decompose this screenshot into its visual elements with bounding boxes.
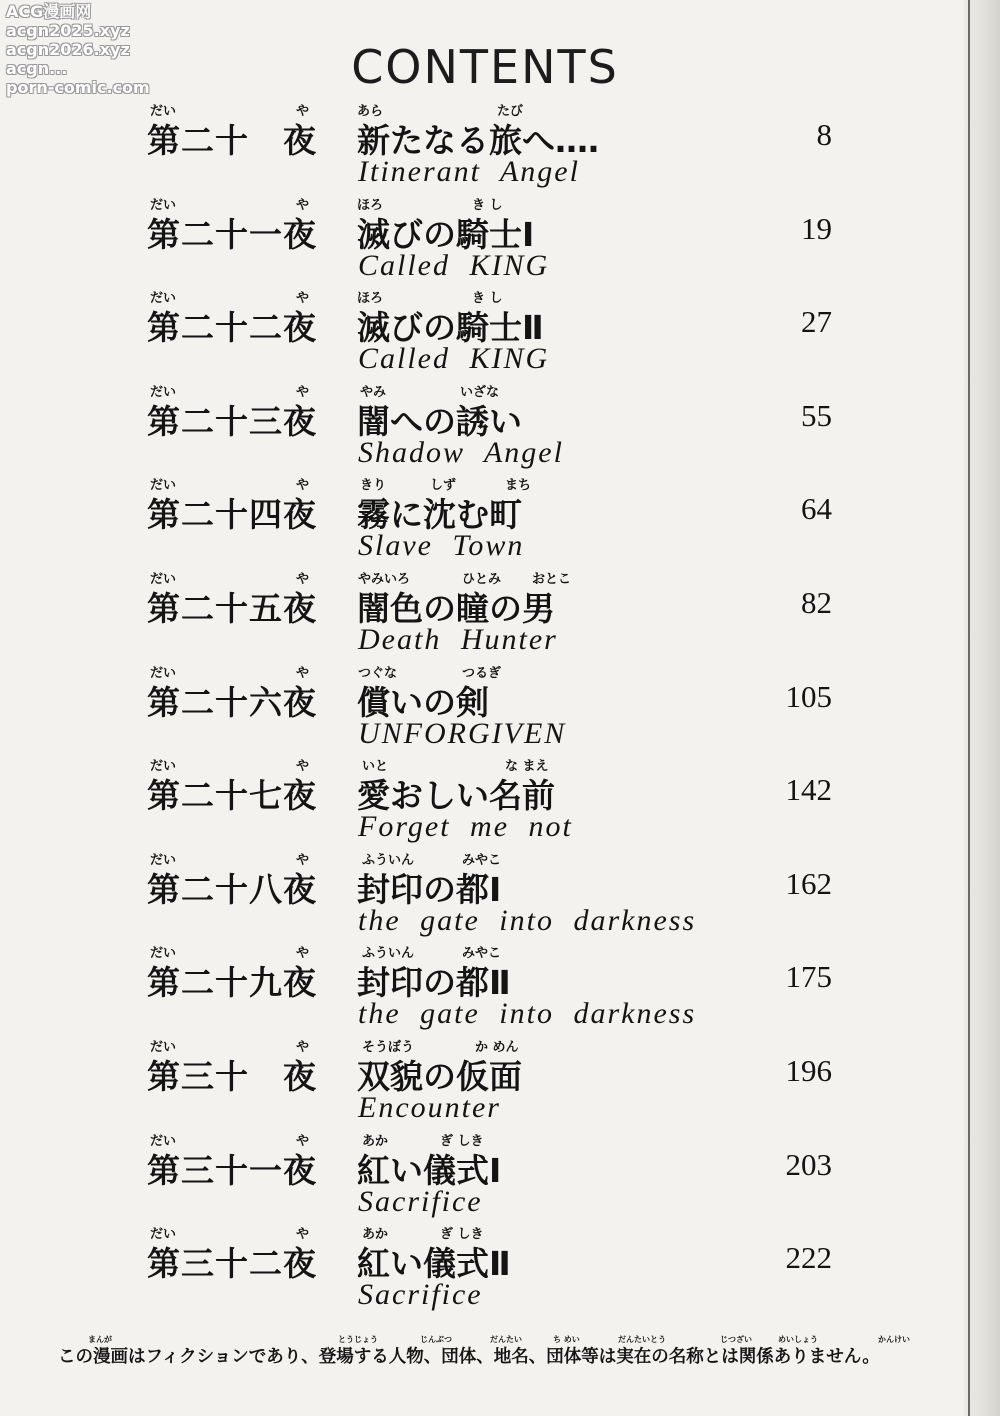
ruby-title: やみいろ	[358, 572, 411, 587]
toc-entry	[0, 194, 1000, 284]
ruby-title: たび	[497, 104, 524, 119]
chapter-title-jp: 双貌の仮面	[357, 1057, 522, 1096]
toc-entry	[0, 287, 1000, 377]
toc-entry	[0, 662, 1000, 752]
ruby-ya: や	[296, 852, 310, 868]
chapter-title-jp: 封印の都Ⅱ	[357, 963, 511, 1003]
ruby-title: か めん	[475, 1040, 519, 1055]
chapter-title-jp: 霧に沈む町	[357, 495, 522, 535]
chapter-title-jp: 償いの剣	[357, 682, 489, 722]
ruby-dai: だい	[150, 291, 177, 307]
chapter-title-en: Called KING	[358, 248, 550, 282]
ruby-dai: だい	[150, 1133, 177, 1149]
ruby-dai: だい	[150, 1040, 177, 1055]
toc-entry	[0, 1036, 1000, 1126]
page-number: 203	[785, 1146, 832, 1182]
chapter-title-en: UNFORGIVEN	[358, 716, 567, 750]
ruby-title: きり	[360, 478, 387, 494]
chapter-number: 第二十七夜	[147, 776, 317, 816]
disclaimer-text: この漫画はフィクションであり、登場する人物、団体、地名、団体等は実在の名称とは関係ありません。	[58, 1347, 880, 1367]
page-number: 162	[785, 865, 832, 901]
disclaimer-ruby: とうじょう	[338, 1335, 378, 1344]
ruby-title: ふういん	[362, 946, 415, 962]
chapter-title-jp: 新たなる旅へ‥‥	[357, 121, 600, 160]
ruby-title: あか	[362, 1133, 389, 1149]
ruby-title: そうぼう	[362, 1040, 415, 1055]
page-number: 8	[816, 117, 832, 152]
chapter-title-jp: 滅びの騎士Ⅰ	[357, 214, 535, 254]
disclaimer-ruby: ち めい	[553, 1335, 580, 1344]
ruby-dai: だい	[150, 197, 177, 213]
toc-entry	[0, 849, 1000, 939]
chapter-number: 第二十五夜	[147, 589, 317, 628]
page-number: 222	[785, 1240, 832, 1276]
ruby-dai: だい	[150, 946, 177, 962]
ruby-title: まち	[505, 478, 532, 494]
chapter-title-en: Called KING	[358, 342, 550, 376]
chapter-title-jp: 闇色の瞳の男	[357, 589, 555, 628]
chapter-number: 第二十八夜	[147, 869, 317, 909]
toc-entry	[0, 942, 1000, 1032]
chapter-title-en: Itinerant Angel	[358, 155, 580, 188]
chapter-number: 第三十一夜	[147, 1150, 317, 1190]
page-number: 64	[801, 491, 832, 527]
chapter-number: 第二十一夜	[147, 214, 317, 254]
page-number: 19	[801, 210, 832, 246]
watermark-line: acgn2026.xyz	[6, 40, 130, 59]
page-number: 175	[785, 959, 832, 995]
ruby-title: ほろ	[357, 197, 384, 213]
toc-entry	[0, 381, 1000, 471]
chapter-number: 第二十四夜	[147, 495, 317, 535]
toc-entry	[0, 474, 1000, 564]
chapter-title-en: Slave Town	[358, 529, 525, 563]
ruby-dai: だい	[150, 1227, 177, 1243]
ruby-dai: だい	[150, 665, 177, 681]
chapter-number: 第二十六夜	[147, 682, 317, 722]
ruby-title: ぎ しき	[440, 1227, 484, 1243]
ruby-title: き し	[472, 197, 503, 213]
page-number: 55	[801, 397, 832, 433]
watermark-line: porn-comic.com	[6, 78, 150, 97]
ruby-ya: や	[296, 197, 310, 213]
ruby-ya: や	[296, 384, 310, 400]
disclaimer-ruby: かんけい	[878, 1335, 910, 1344]
ruby-ya: や	[296, 946, 310, 962]
ruby-ya: や	[296, 759, 310, 775]
ruby-ya: や	[296, 291, 310, 307]
chapter-title-en: Shadow Angel	[358, 435, 564, 469]
chapter-number: 第二十二夜	[147, 308, 317, 348]
ruby-title: ふういん	[362, 852, 415, 868]
ruby-ya: や	[296, 478, 310, 494]
ruby-dai: だい	[150, 478, 177, 494]
ruby-ya: や	[296, 1227, 310, 1243]
toc-entry	[0, 1130, 1000, 1220]
chapter-title-jp: 愛おしい名前	[357, 776, 555, 816]
page-number: 105	[785, 678, 832, 714]
ruby-title: しず	[430, 478, 457, 494]
ruby-title: き し	[472, 291, 503, 307]
chapter-number: 第二十九夜	[147, 963, 317, 1003]
ruby-title: ぎ しき	[440, 1133, 484, 1149]
ruby-title: おとこ	[532, 572, 572, 587]
ruby-dai: だい	[150, 104, 177, 119]
toc-entry	[0, 1223, 1000, 1313]
disclaimer-ruby: だんたいとう	[618, 1335, 666, 1344]
toc-entry	[0, 568, 1000, 658]
ruby-ya: や	[296, 572, 310, 587]
ruby-title: あか	[362, 1227, 389, 1243]
watermark-line: acgn2025.xyz	[6, 21, 130, 40]
disclaimer-ruby: まんが	[88, 1335, 112, 1344]
chapter-number: 第三十 夜	[147, 1057, 317, 1096]
page-number: 196	[785, 1053, 832, 1088]
ruby-ya: や	[296, 1040, 310, 1055]
watermark	[6, 2, 156, 97]
chapter-title-jp: 紅い儀式Ⅰ	[357, 1150, 502, 1190]
ruby-title: やみ	[360, 384, 387, 400]
chapter-title-jp: 滅びの騎士Ⅱ	[357, 308, 544, 348]
ruby-dai: だい	[150, 384, 177, 400]
ruby-title: いざな	[460, 384, 500, 400]
chapter-title-jp: 封印の都Ⅰ	[357, 869, 502, 909]
chapter-title-en: Sacrifice	[358, 1184, 483, 1218]
watermark-line: acgn...	[6, 59, 68, 78]
ruby-dai: だい	[150, 852, 177, 868]
chapter-title-en: Sacrifice	[358, 1278, 483, 1312]
chapter-title-jp: 紅い儀式Ⅱ	[357, 1244, 511, 1284]
chapter-title-en: Death Hunter	[358, 623, 558, 656]
chapter-title-en: Encounter	[358, 1091, 501, 1124]
watermark-line: ACG漫画网	[6, 2, 92, 21]
ruby-ya: や	[296, 104, 310, 119]
chapter-number: 第二十 夜	[147, 121, 317, 160]
chapter-title-en: the gate into darkness	[358, 903, 697, 937]
chapter-number: 第三十二夜	[147, 1244, 317, 1284]
ruby-ya: や	[296, 1133, 310, 1149]
ruby-title: みやこ	[462, 852, 502, 868]
ruby-dai: だい	[150, 572, 177, 587]
chapter-title-en: Forget me not	[358, 810, 573, 844]
page-number: 27	[801, 304, 832, 340]
toc-entry	[0, 100, 1000, 190]
ruby-title: な まえ	[505, 759, 549, 775]
chapter-title-en: the gate into darkness	[358, 997, 697, 1031]
ruby-title: つぐな	[358, 665, 398, 681]
disclaimer-ruby: めいしょう	[778, 1335, 818, 1344]
ruby-ya: や	[296, 665, 310, 681]
ruby-title: ほろ	[357, 291, 384, 307]
page-number: 142	[785, 772, 832, 808]
chapter-title-jp: 闇への誘い	[357, 401, 522, 441]
ruby-dai: だい	[150, 759, 177, 775]
toc-entry	[0, 755, 1000, 845]
disclaimer-ruby: じつざい	[720, 1335, 752, 1344]
page-title: CONTENTS	[351, 40, 619, 94]
ruby-title: つるぎ	[462, 665, 502, 681]
ruby-title: いと	[362, 759, 389, 775]
ruby-title: みやこ	[462, 946, 502, 962]
ruby-title: あら	[357, 104, 384, 119]
disclaimer-ruby: じんぶつ	[420, 1335, 452, 1344]
page-number: 82	[801, 585, 832, 620]
chapter-number: 第二十三夜	[147, 401, 317, 441]
ruby-title: ひとみ	[462, 572, 502, 587]
disclaimer-ruby: だんたい	[490, 1335, 522, 1344]
